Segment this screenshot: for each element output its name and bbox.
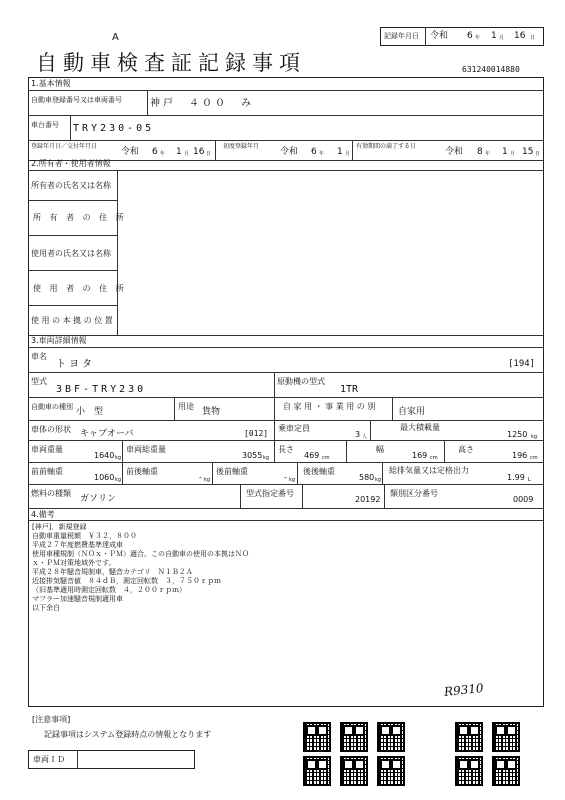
reg-number: 神戸 ４００ み <box>150 98 254 109</box>
private-use-label: 自 家 用 ・ 事 業 用 の 別 <box>283 402 376 411</box>
fuel-label: 燃料の種類 <box>31 489 71 498</box>
remark-line: ｘ・ＰＭ対策地域外です。 <box>32 559 116 567</box>
corner-mark: A <box>112 32 119 43</box>
notes-heading: [注意事項] <box>32 715 71 724</box>
usage-label: 用途 <box>178 402 194 411</box>
usage: 貨物 <box>202 407 221 417</box>
expiry-label: 有効期間の満了する日 <box>356 143 417 150</box>
vehicle-weight: 1640 <box>94 451 115 460</box>
qr-code-icon <box>303 722 331 752</box>
qr-code-icon <box>492 722 520 752</box>
record-date-day: 16 <box>514 31 526 41</box>
remark-line: 近接排気騒音値 ８４ｄＢ，測定回転数 ３，７５０ｒｐｍ <box>32 577 221 585</box>
first-reg-label: 初度登録年月 <box>223 143 260 150</box>
notes-text: 記録事項はシステム登録時点の情報となります <box>44 730 212 739</box>
qr-code-icon <box>455 722 483 752</box>
user-name-label: 使用者の氏名又は名称 <box>31 249 111 258</box>
front-axle-label: 前前軸重 <box>31 467 63 476</box>
model: 3BF-TRY230 <box>56 384 147 395</box>
remark-line: 平成２８年騒音規制車，騒音カテゴリ Ｎ１Ｂ２Ａ <box>32 568 193 576</box>
owner-name-label: 所有者の氏名又は名称 <box>31 181 111 190</box>
displacement-label: 総排気量又は定格出力 <box>389 466 469 475</box>
rear-axle-label: 後後軸重 <box>303 467 335 476</box>
length: 469 <box>304 451 320 460</box>
gross-weight: 3055 <box>242 451 263 460</box>
remark-line: 自動車重量税額 ￥３２，８００ <box>32 532 137 540</box>
remark-line: マフラー加速騒音規制適用車 <box>32 595 123 603</box>
qr-code-icon <box>455 756 483 786</box>
remark-line: 平成２７年度燃費基準達成車 <box>32 541 123 549</box>
page-title: 自動車検査証記録事項 <box>36 51 306 75</box>
vehicle-id-label: 車両ＩＤ <box>33 755 65 764</box>
owner-address-label: 所 有 者 の 住 所 <box>33 213 127 222</box>
remark-line: 以下余白 <box>32 604 60 612</box>
weight-label: 車両重量 <box>31 445 63 454</box>
kind-label: 自動車の種別 <box>31 403 73 411</box>
section4-heading: 4.備考 <box>31 510 55 519</box>
max-load: 1250 <box>507 430 528 439</box>
chassis-label: 車台番号 <box>31 121 59 129</box>
record-date-month: 1 <box>491 31 497 41</box>
front-rear-axle-weight: - <box>199 473 202 482</box>
qr-code-icon <box>340 722 368 752</box>
body-code: [012] <box>244 429 269 438</box>
max-load-label: 最大積載量 <box>400 423 440 432</box>
vehicle-kind: 小 型 <box>76 407 104 417</box>
gross-weight-label: 車両総重量 <box>126 445 166 454</box>
front-axle-weight: 1060 <box>94 473 115 482</box>
qr-code-icon <box>303 756 331 786</box>
car-name: トヨタ <box>56 359 95 370</box>
private-use: 自家用 <box>398 407 426 417</box>
base-location-label: 使 用 の 本 拠 の 位 置 <box>31 316 113 325</box>
type-designation-label: 型式指定番号 <box>246 489 294 498</box>
remark-line: 使用車種規制（ＮＯｘ・ＰＭ）適合。この自動車の使用の本拠はＮＯ <box>32 550 249 558</box>
body-label: 車体の形状 <box>31 425 71 434</box>
qr-code-icon <box>377 722 405 752</box>
rear-front-axle-weight: - <box>284 473 287 482</box>
front-rear-axle-label: 前後軸重 <box>126 467 158 476</box>
record-date-era: 令和 <box>430 31 449 41</box>
model-label: 型式 <box>31 377 47 386</box>
remark-line: （旧基準適用時測定回転数 ４，２００ｒｐｍ） <box>32 586 186 594</box>
width: 169 <box>412 451 428 460</box>
qr-code-icon <box>340 756 368 786</box>
capacity-label: 乗車定員 <box>278 424 310 433</box>
rear-axle-weight: 580 <box>359 473 375 482</box>
displacement: 1.99 <box>507 473 525 482</box>
handwritten-stamp: R9310 <box>443 680 485 700</box>
issue-date-label: 登録年月日／交付年月日 <box>31 143 98 150</box>
chassis-number: TRY230-05 <box>73 123 155 134</box>
height: 196 <box>512 451 528 460</box>
qr-code-icon <box>377 756 405 786</box>
qr-code-icon <box>492 756 520 786</box>
section3-heading: 3.車両詳細情報 <box>31 336 87 345</box>
engine-model: 1TR <box>340 384 359 395</box>
capacity: 3 <box>355 430 361 439</box>
record-date-box: 記録年月日 令和 6 年 1 月 16 日 <box>380 27 544 46</box>
user-address-label: 使 用 者 の 住 所 <box>33 284 127 293</box>
engine-label: 原動機の型式 <box>277 377 325 386</box>
car-name-code: [194] <box>508 359 536 369</box>
class-number: 0009 <box>513 495 534 504</box>
section1-heading: 1.基本情報 <box>31 79 71 88</box>
remark-line: [神戸]．新規登録 <box>32 523 87 531</box>
record-date-label: 記録年月日 <box>384 32 419 40</box>
type-designation: 20192 <box>355 495 381 504</box>
rear-front-axle-label: 後前軸重 <box>216 467 248 476</box>
section2-heading: 2.所有者・使用者情報 <box>31 159 111 168</box>
height-label: 高さ <box>458 445 474 454</box>
vehicle-id-box <box>28 750 195 769</box>
body-shape: キャブオーバ <box>80 429 134 439</box>
reg-number-label: 自動車登録番号又は車両番号 <box>31 96 122 104</box>
class-label: 類別区分番号 <box>390 489 438 498</box>
doc-number: 631240014880 <box>462 65 520 74</box>
car-name-label: 車名 <box>31 352 47 361</box>
fuel-type: ガソリン <box>80 494 117 504</box>
record-date-year: 6 <box>467 31 473 41</box>
length-label: 長さ <box>278 445 294 454</box>
width-label: 幅 <box>376 445 384 454</box>
